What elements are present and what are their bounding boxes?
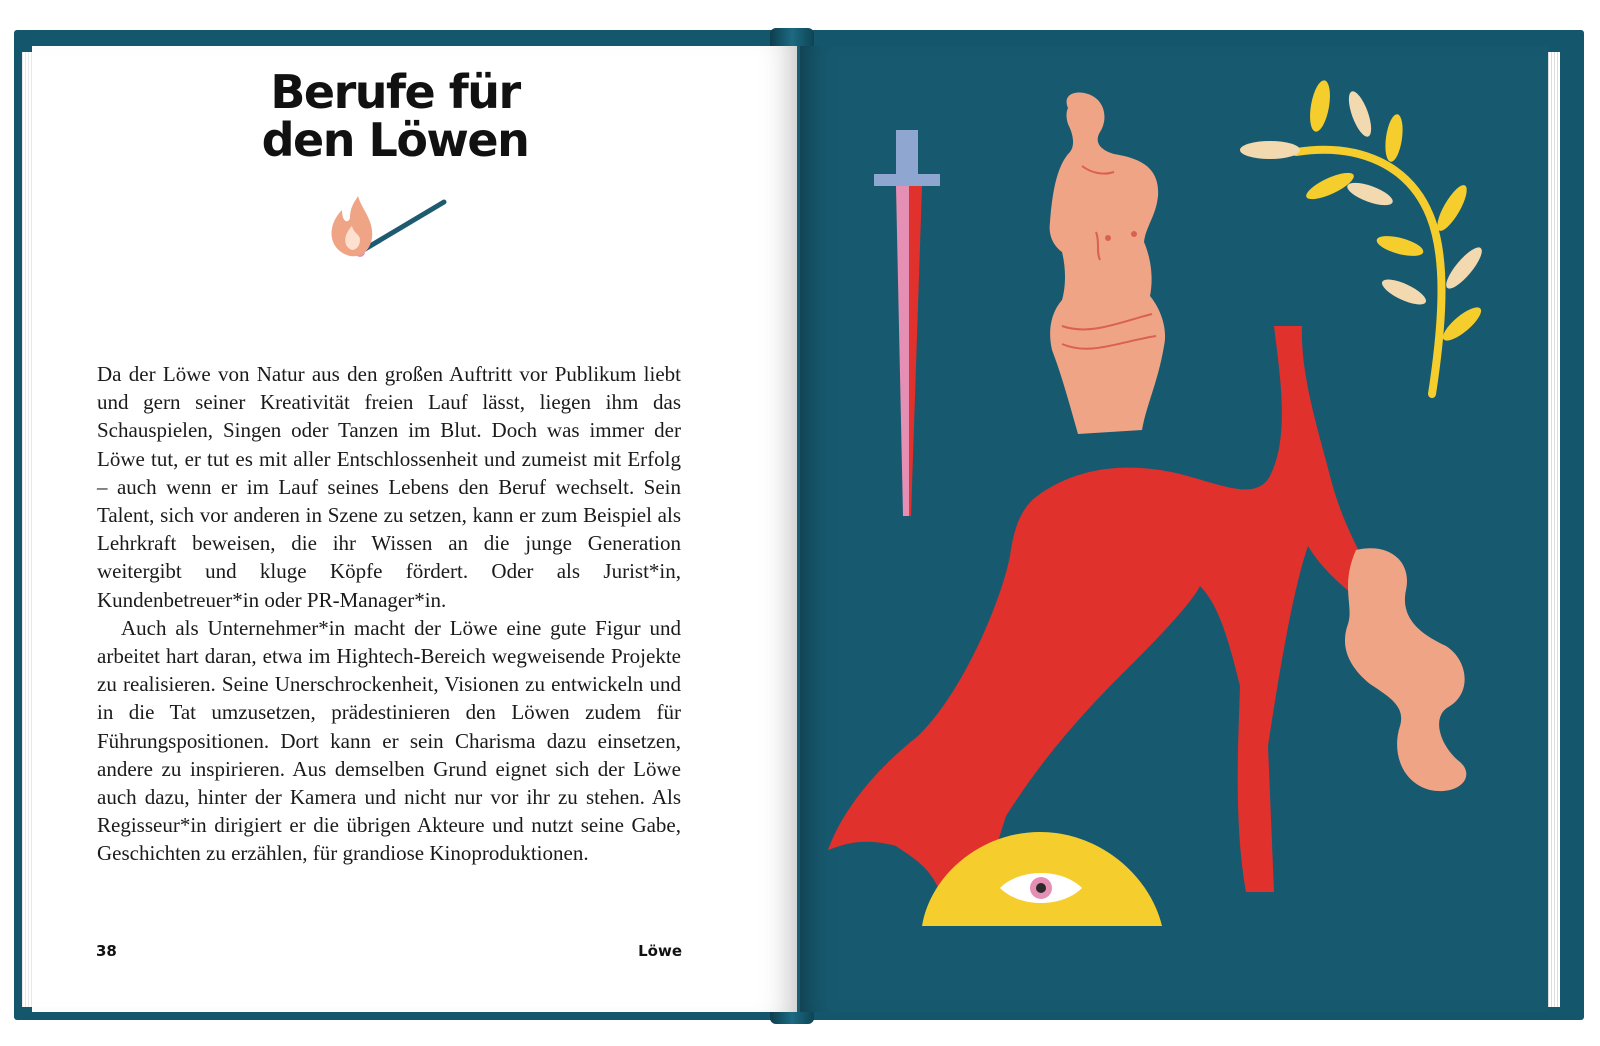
page-title: Berufe für den Löwen (261, 65, 529, 167)
page-number: 38 (96, 942, 117, 960)
sword-icon (874, 130, 940, 516)
paragraph-2: Auch als Unternehmer*in macht der Löwe eine gute Figur und arbeitet hart daran, etwa im Hightech-Bereich wegweisende Projekte zu realisieren. Seine Unerschrockenheit, Visionen zu entwickeln und in die Tat umzusetzen, prädestinieren den Löwen zudem für Führungspositionen. Dort kann er sein Charisma dazu einsetzen, andere zu inspirieren. Aus demselben Grund eignet sich der Löwe auch dazu, hinter der Kamera und nicht nur vor ihr zu stehen. Als Regisseur*in dirigiert er die übrigen Akteure und nutzt seine Gabe, Geschichten zu erzählen, für grandiose Kinoproduktionen. (97, 615, 681, 866)
right-page-edges (1546, 52, 1560, 1007)
body-text (97, 360, 681, 868)
venus-statue-icon (1050, 93, 1165, 434)
burning-match-icon (320, 190, 460, 270)
dancer-figure-icon (828, 326, 1466, 892)
right-page (800, 46, 1548, 1012)
illustration (800, 46, 1548, 1012)
paragraph-1: Da der Löwe von Natur aus den großen Auftritt vor Publikum liebt und gern seiner Kreativität freien Lauf lässt, liegen ihm das Schauspielen, Singen oder Tanzen im Blut. Doch was immer der Löwe tut, er tut es mit aller Entschlossenheit und zumeist mit Erfolg – auch wenn er im Lauf seines Lebens den Beruf wechselt. Sein Talent, sich vor anderen in Szene zu setzen, kann er zum Beispiel als Lehrkraft beweisen, die ihr Wissen an die junge Generation weitergibt und kluge Köpfe fördert. Oder als Jurist*in, Kundenbetreuer*in oder PR-Manager*in. (97, 362, 681, 612)
running-footer: Löwe (638, 942, 682, 960)
